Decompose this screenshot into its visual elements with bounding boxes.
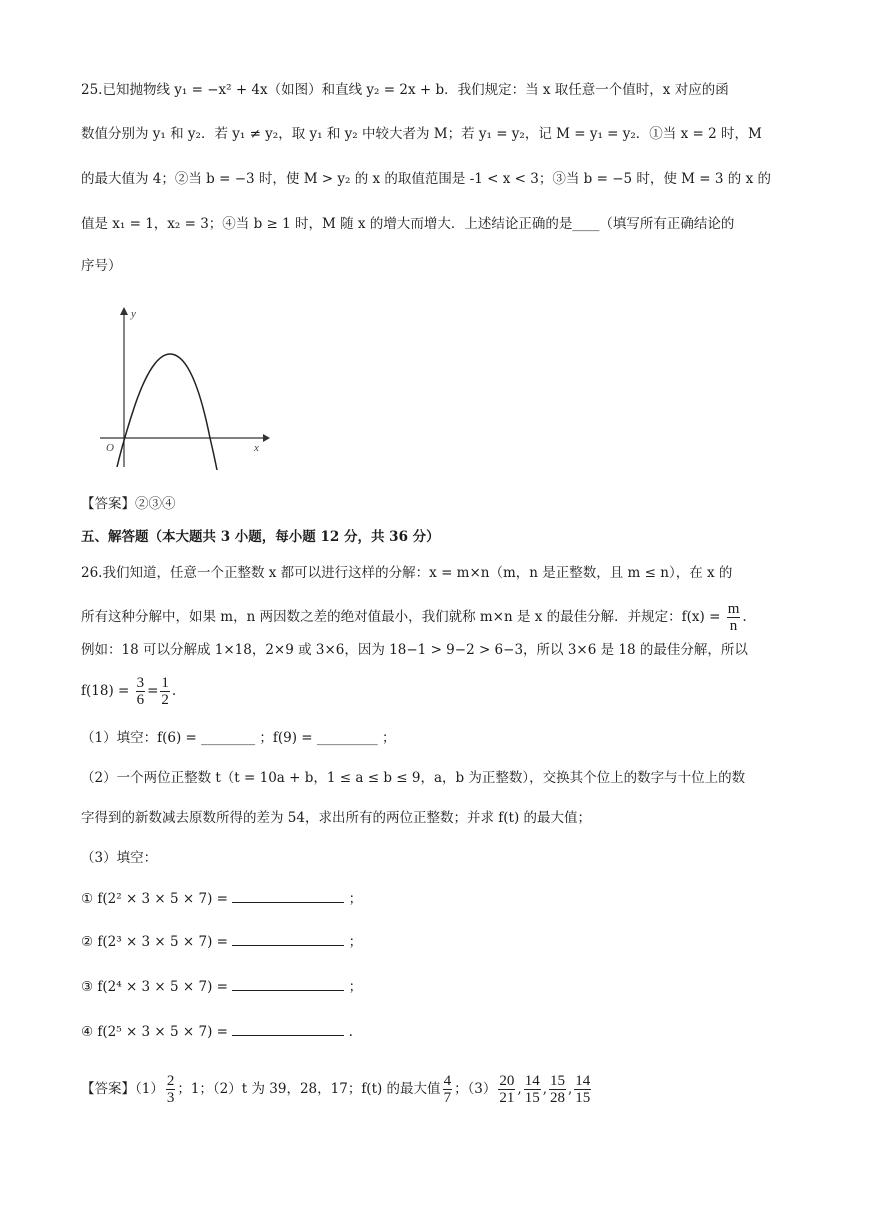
- fraction-1-2: [160, 675, 170, 708]
- q26-item-1: [81, 888, 362, 909]
- answer-mid-2: ；（3）: [454, 1081, 497, 1097]
- parabola-graph: [95, 305, 270, 470]
- answer-fraction-1: [166, 1073, 176, 1106]
- item-label: ① f(2² × 3 × 5 × 7) =: [81, 891, 228, 907]
- q26-item-3: [81, 976, 362, 997]
- answer-fraction-3: [498, 1073, 515, 1106]
- q26-line-2-text: 所有这种分解中，如果 m，n 两因数之差的绝对值最小，我们就称 m×n 是 x 的最佳分解．并规定：f(x) =: [81, 609, 721, 625]
- fraction-denominator: 3: [166, 1090, 175, 1106]
- q25-line-1: 25.已知抛物线 y₁ = −x² + 4x（如图）和直线 y₂ = 2x + b．我们规定：当 x 取任意一个值时，x 对应的函: [81, 82, 729, 98]
- q25-line-5: 序号）: [81, 258, 122, 274]
- q25-line-3: 的最大值为 4；②当 b = −3 时，使 M > y₂ 的 x 的取值范围是 -1 < x < 3；③当 b = −5 时，使 M = 3 的 x 的: [81, 171, 771, 187]
- q26-line-1: 26.我们知道，任意一个正整数 x 都可以进行这样的分解：x = m×n（m，n 是正整数，且 m ≤ n），在 x 的: [81, 565, 733, 581]
- q26-line-2: 所有这种分解中，如果 m，n 两因数之差的绝对值最小，我们就称 m×n 是 x 的最佳分解．并规定：f(x) = $\frac{m}{n}$ .: [81, 601, 747, 634]
- fraction-denominator: 6: [136, 692, 145, 708]
- fraction-denominator: 15: [524, 1090, 540, 1106]
- answer-mid: ；1；（2）t 为 39，28，17；f(t) 的最大值: [177, 1081, 441, 1097]
- item-end: ；: [348, 891, 363, 907]
- fraction-denominator: n: [729, 618, 738, 634]
- q26-item-4: [81, 1021, 353, 1042]
- q26-line-4-prefix: f(18) =: [81, 683, 130, 699]
- answer-blank[interactable]: [232, 1021, 344, 1036]
- origin-label: O: [106, 442, 114, 454]
- y-axis-arrow: [120, 307, 128, 315]
- item-end: ；: [348, 934, 363, 950]
- x-axis-arrow: [263, 434, 270, 442]
- section-title: 五、解答题（本大题共 3 小题，每小题 12 分，共 36 分）: [81, 529, 440, 545]
- answer-blank[interactable]: [232, 888, 344, 903]
- q26-part-3: （3）填空：: [81, 850, 158, 866]
- fraction-numerator: 3: [136, 675, 145, 691]
- item-end: ；: [348, 979, 363, 995]
- item-label: ③ f(2⁴ × 3 × 5 × 7) =: [81, 979, 228, 995]
- fraction-numerator: 20: [499, 1073, 515, 1089]
- q25-line-2: 数值分别为 y₁ 和 y₂．若 y₁ ≠ y₂，取 y₁ 和 y₂ 中较大者为 M；若 y₁ = y₂，记 M = y₁ = y₂．①当 x = 2 时，M: [81, 126, 762, 142]
- q25-answer: 【答案】②③④: [81, 496, 176, 512]
- fraction-denominator: 28: [550, 1090, 565, 1106]
- q26-line-4: f(18) = $\frac{3}{6}$ = $\frac{1}{2}$ .: [81, 675, 177, 708]
- answer-fraction-5: [549, 1073, 566, 1106]
- q26-part-1: （1）填空：f(6) = ________ ；f(9) = _________ ；: [81, 730, 396, 746]
- answer-prefix: 【答案】（1）: [81, 1081, 164, 1097]
- fraction-denominator: 21: [499, 1090, 515, 1106]
- fraction-numerator: 14: [524, 1073, 540, 1089]
- q26-part-2b: 字得到的新数减去原数所得的差为 54，求出所有的两位正整数；并求 f(t) 的最大值；: [81, 810, 592, 826]
- q26-part-2a: （2）一个两位正整数 t（t = 10a + b，1 ≤ a ≤ b ≤ 9，a，b 为正整数），交换其个位上的数字与十位上的数: [81, 770, 746, 786]
- q25-line-4: 值是 x₁ = 1，x₂ = 3；④当 b ≥ 1 时，M 随 x 的增大而增大．上述结论正确的是____（填写所有正确结论的: [81, 216, 735, 232]
- answer-blank[interactable]: [232, 931, 344, 946]
- item-label: ② f(2³ × 3 × 5 × 7) =: [81, 934, 228, 950]
- fraction-numerator: 2: [166, 1073, 175, 1089]
- q26-answer: 【答案】（1） $\frac{2}{3}$ ；1；（2）t 为 39，28，17；f(t) 的最大值 $\frac{4}{7}$ ；（3） $\frac{20}{21}$ , $\frac{14}{15}$ , $\frac{15}{28}$ , $\frac{14}{15}$: [81, 1073, 591, 1106]
- answer-blank[interactable]: [232, 976, 344, 991]
- q26-line-3: 例如：18 可以分解成 1×18，2×9 或 3×6，因为 18−1 > 9−2 > 6−3，所以 3×6 是 18 的最佳分解，所以: [81, 642, 748, 658]
- answer-fraction-6: [574, 1073, 591, 1106]
- fraction-denominator: 15: [575, 1090, 591, 1106]
- fraction-denominator: 2: [161, 692, 169, 708]
- answer-fraction-2: [443, 1073, 453, 1106]
- fraction-denominator: 7: [443, 1090, 452, 1106]
- x-axis-label: x: [254, 442, 259, 454]
- q26-item-2: [81, 931, 362, 952]
- fraction-numerator: 15: [550, 1073, 565, 1089]
- fraction-numerator: 4: [443, 1073, 452, 1089]
- mn-fraction: [727, 601, 741, 634]
- fraction-3-6: [136, 675, 146, 708]
- item-end: .: [348, 1024, 353, 1040]
- item-label: ④ f(2⁵ × 3 × 5 × 7) =: [81, 1024, 228, 1040]
- fraction-numerator: 14: [575, 1073, 591, 1089]
- y-axis-label: y: [131, 308, 136, 320]
- fraction-numerator: m: [727, 601, 740, 617]
- fraction-numerator: 1: [161, 675, 169, 691]
- answer-fraction-4: [524, 1073, 541, 1106]
- parabola-curve: [117, 354, 217, 470]
